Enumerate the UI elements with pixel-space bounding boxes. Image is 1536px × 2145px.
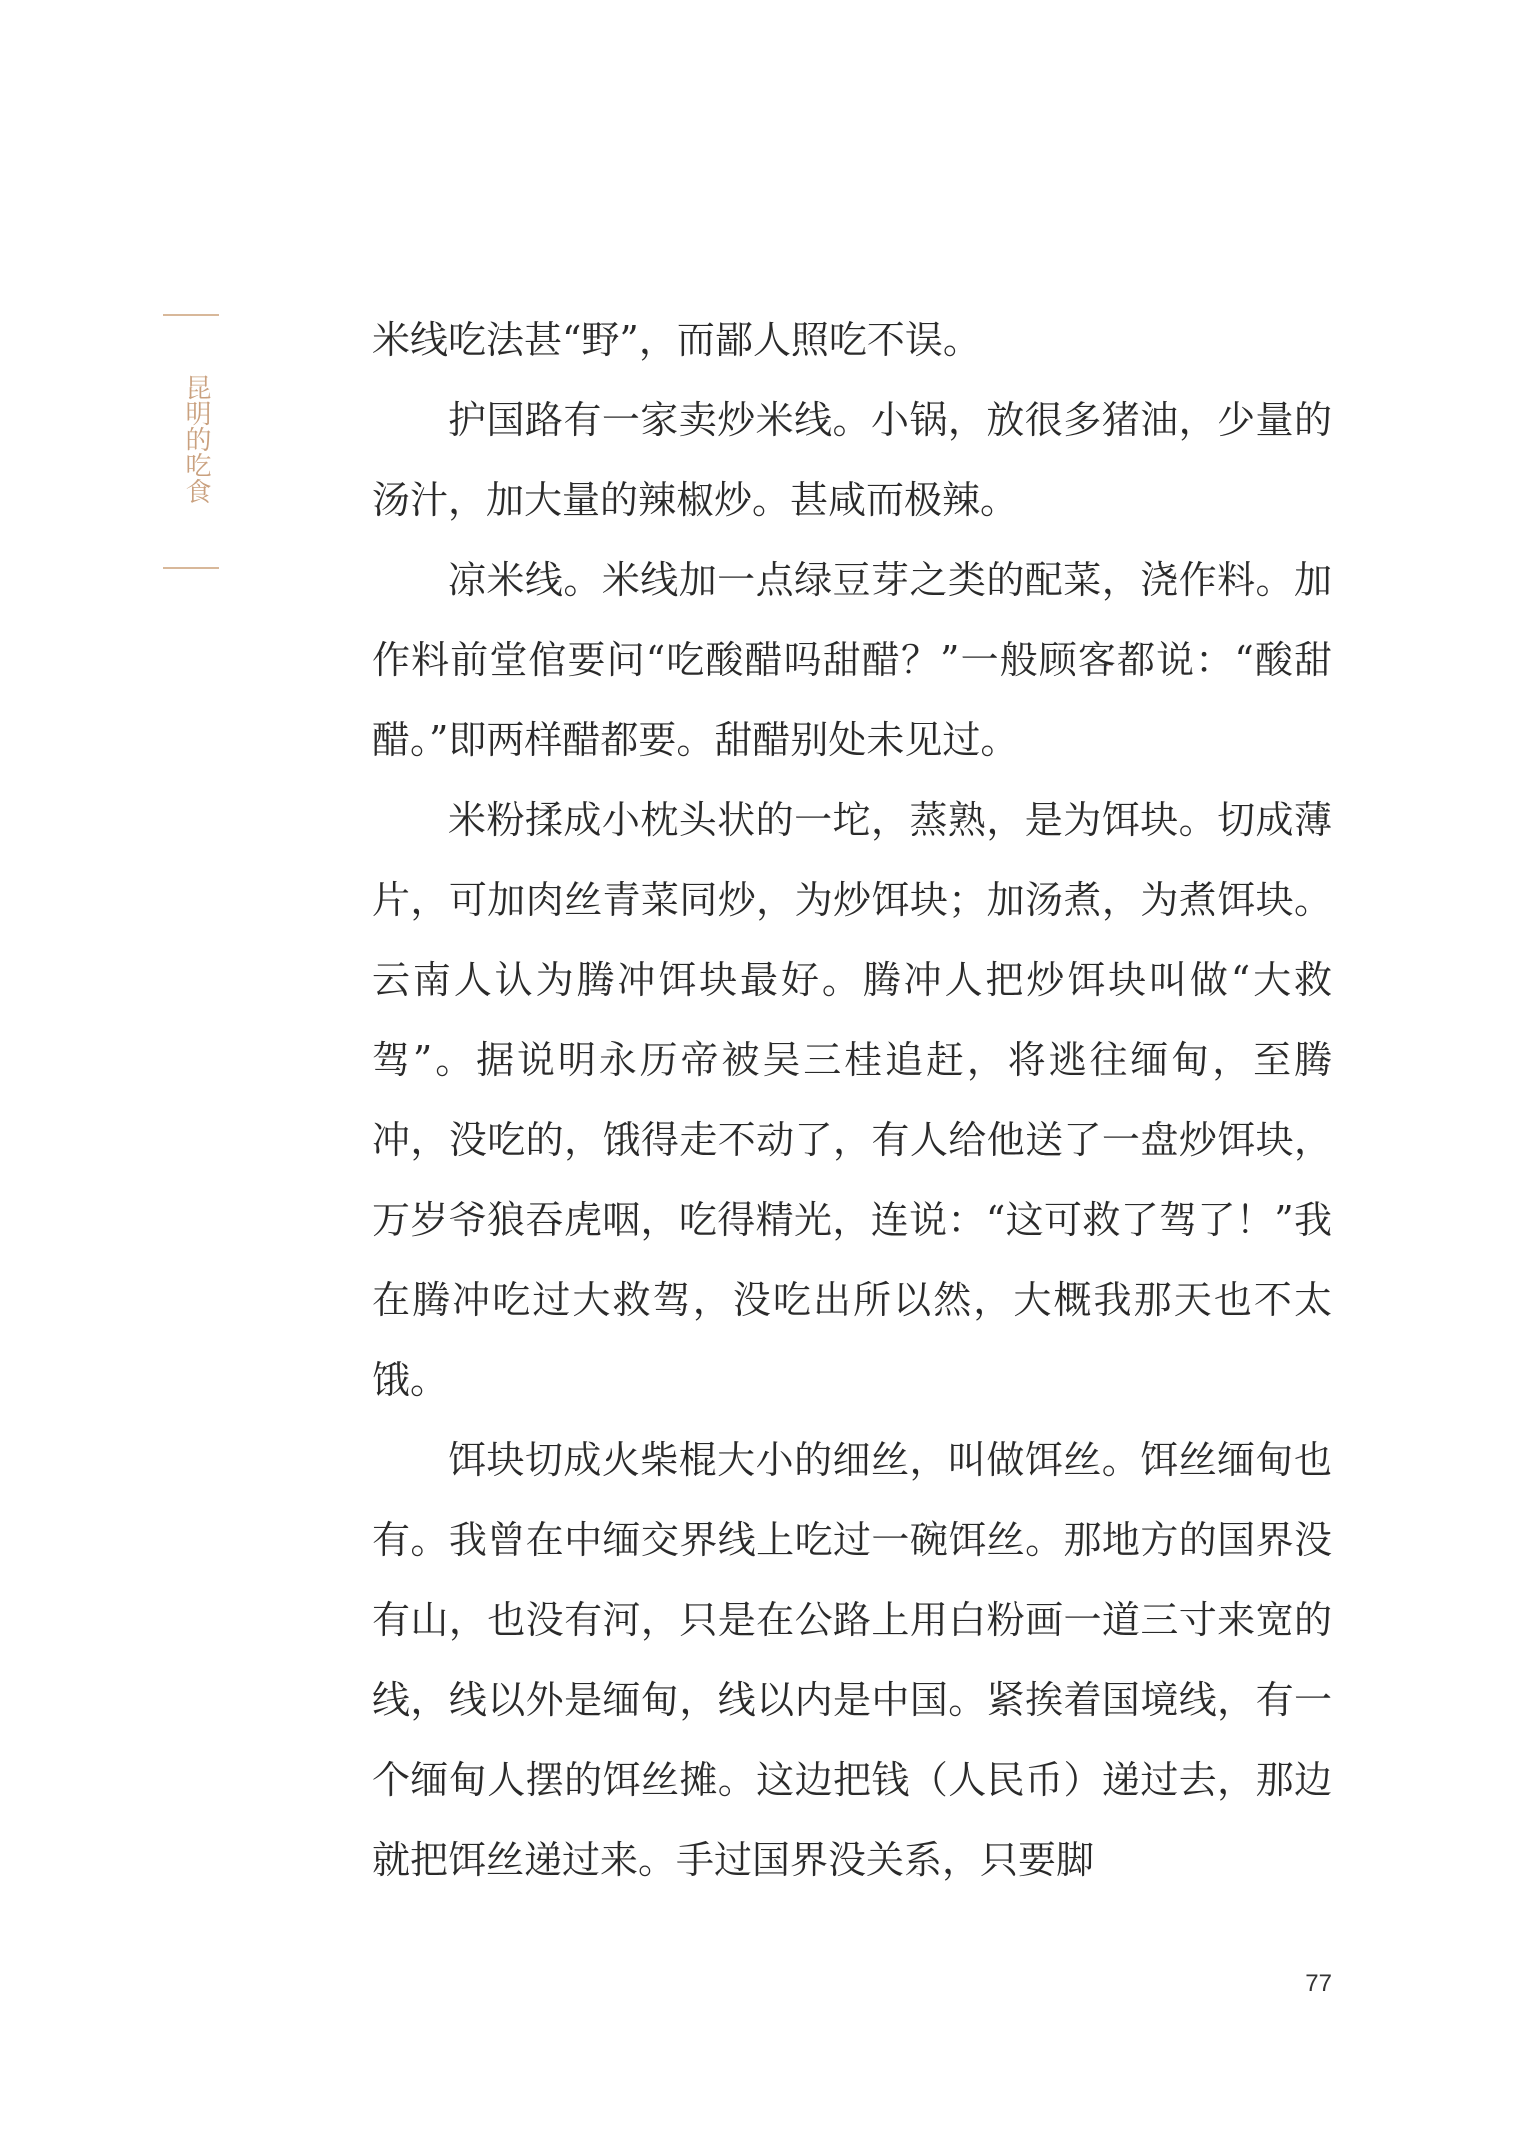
paragraph-2: 护国路有一家卖炒米线。小锅，放很多猪油，少量的汤汁，加大量的辣椒炒。甚咸而极辣。 [372, 398, 1332, 522]
sidebar-top-rule [163, 314, 219, 316]
sidebar-bottom-rule [163, 567, 219, 569]
body-text [372, 300, 1332, 1900]
page-number: 77 [1305, 1970, 1332, 1997]
paragraph-3: 凉米线。米线加一点绿豆芽之类的配菜，浇作料。加作料前堂倌要问“吃酸醋吗甜醋？”一般顾客都说：“酸甜醋。”即两样醋都要。甜醋别处未见过。 [372, 558, 1332, 762]
running-head-title: 昆明的吃食 [181, 374, 211, 504]
paragraph-4: 米粉揉成小枕头状的一坨，蒸熟，是为饵块。切成薄片，可加肉丝青菜同炒，为炒饵块；加汤煮，为煮饵块。云南人认为腾冲饵块最好。腾冲人把炒饵块叫做“大救驾”。据说明永历帝被吴三桂追赶，将逃往缅甸，至腾冲，没吃的，饿得走不动了，有人给他送了一盘炒饵块，万岁爷狼吞虎咽，吃得精光，连说：“这可救了驾了！”我在腾冲吃过大救驾，没吃出所以然，大概我那天也不太饿。 [372, 798, 1332, 1402]
paragraph-1: 米线吃法甚“野”，而鄙人照吃不误。 [372, 318, 981, 362]
paragraph-5: 饵块切成火柴棍大小的细丝，叫做饵丝。饵丝缅甸也有。我曾在中缅交界线上吃过一碗饵丝。那地方的国界没有山，也没有河，只是在公路上用白粉画一道三寸来宽的线，线以外是缅甸，线以内是中国。紧挨着国境线，有一个缅甸人摆的饵丝摊。这边把钱（人民币）递过去，那边就把饵丝递过来。手过国界没关系，只要脚 [372, 1438, 1332, 1882]
